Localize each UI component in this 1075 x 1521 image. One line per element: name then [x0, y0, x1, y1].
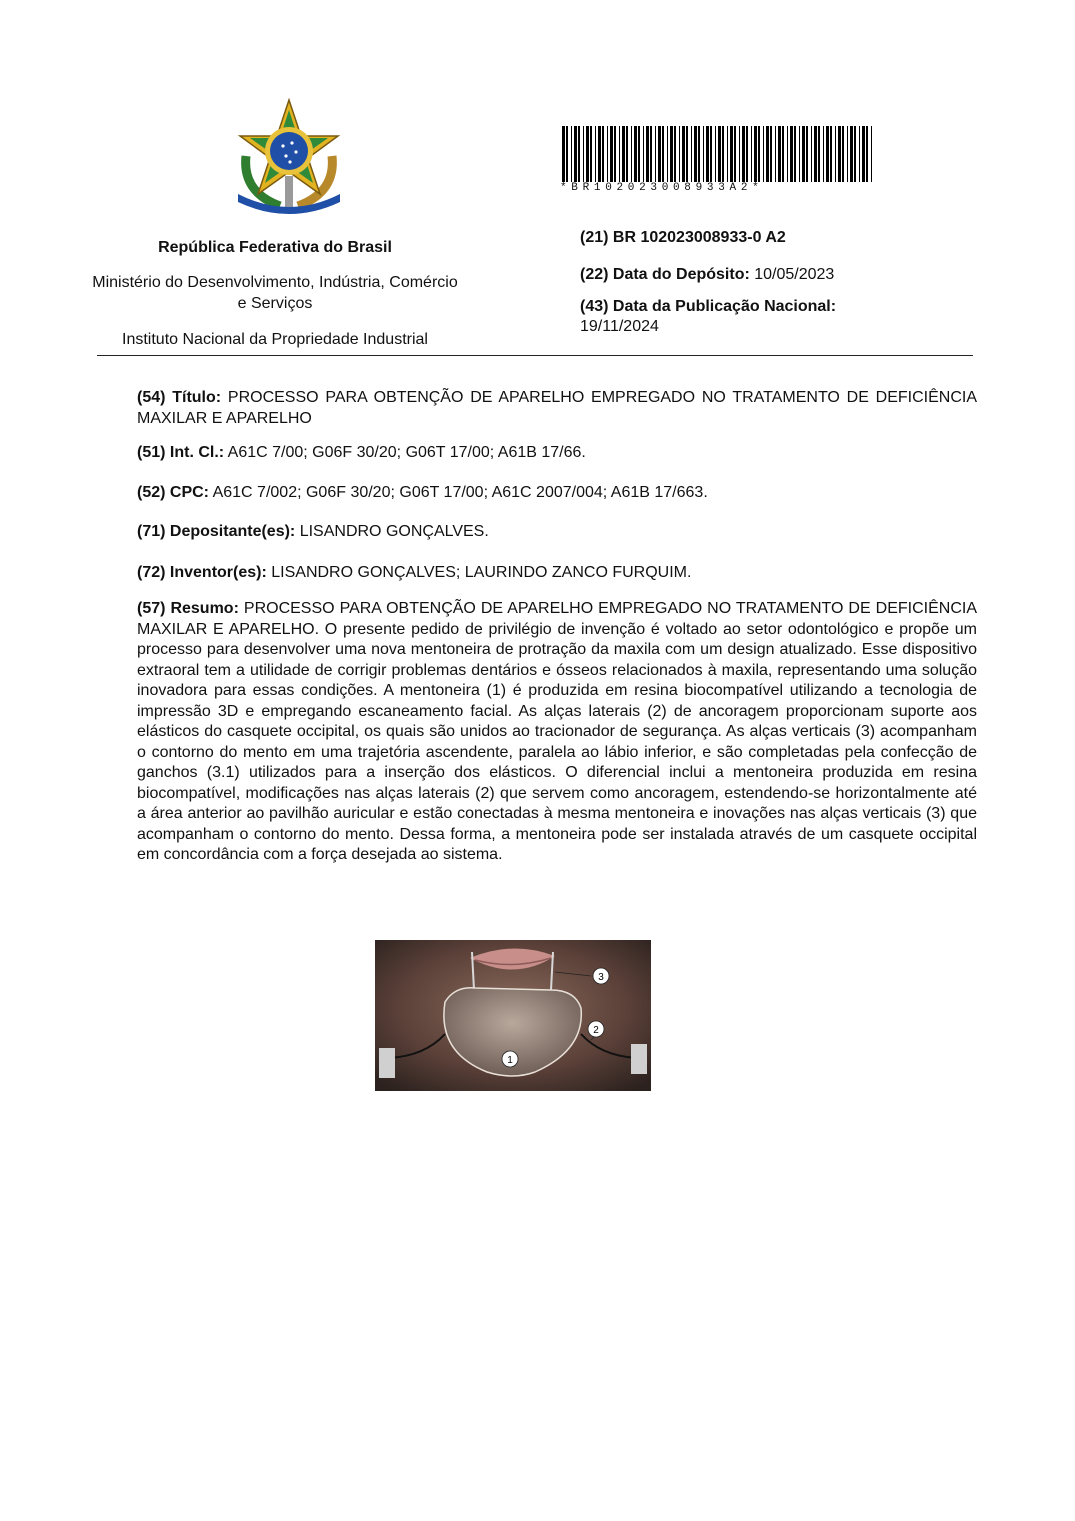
int-cl-label: (51) Int. Cl.:: [137, 444, 225, 461]
filing-date-value: 10/05/2023: [754, 266, 835, 283]
filing-date-label: (22) Data do Depósito:: [580, 266, 750, 283]
title-field: [137, 388, 977, 429]
application-number: (21) BR 102023008933-0 A2: [580, 229, 786, 246]
title-value: PROCESSO PARA OBTENÇÃO DE APARELHO EMPREGADO NO TRATAMENTO DE DEFICIÊNCIA MAXILAR E APARELHO: [137, 389, 978, 427]
int-cl-field: [137, 443, 977, 464]
republic-name: República Federativa do Brasil: [158, 239, 392, 256]
marker-2: 2: [593, 1025, 599, 1036]
cpc-value: A61C 7/002; G06F 30/20; G06T 17/00; A61C 2007/004; A61B 17/663.: [212, 484, 708, 501]
inventor-field: [137, 563, 977, 584]
publication-date: [580, 297, 970, 337]
header-divider: [97, 355, 973, 356]
barcode-text: *BR102023008933A2*: [560, 182, 764, 194]
abstract-label: (57) Resumo:: [137, 600, 239, 617]
abstract-value: PROCESSO PARA OBTENÇÃO DE APARELHO EMPREGADO NO TRATAMENTO DE DEFICIÊNCIA MAXILAR E APARELHO. O presente pedido de privilégio de invenção é voltado ao setor odontológico e propõe um processo para desenvolver uma nova mentoneira de protração da maxila com um design atualizado. Esse dispositivo extraoral tem a utilidade de corrigir problemas dentários e ósseos relacionados à maxila, representando uma solução inovadora para essas condições. A mentoneira (1) é produzida em resina biocompatível utilizando a tecnologia de impressão 3D e empregando escaneamento facial. As alças laterais (2) de ancoragem proporcionam suporte aos elásticos do casquete occipital, os quais são unidos ao tracionador de segurança. As alças verticais (3) acompanham o contorno do mento em uma trajetória ascendente, paralela ao lábio inferior, e são completadas pela confecção de ganchos (3.1) utilizados para a inserção dos elásticos. O diferencial inclui a mentoneira produzida em resina biocompatível, modificações nas alças laterais (2) que servem como ancoragem, estendendo-se horizontalmente até a área anterior ao pavilhão auricular e estão conectadas à mesma mentoneira e inovações nas alças verticais (3) que acompanham o contorno do mento. Dessa forma, a mentoneira pode ser instalada através de um casquete occipital em concordância com a força desejada ao sistema.: [137, 600, 977, 863]
cpc-field: [137, 483, 977, 504]
abstract-field: [137, 599, 977, 866]
device-photo: [375, 940, 651, 1091]
publication-date-value: 19/11/2024: [580, 318, 659, 335]
ministry-name: Ministério do Desenvolvimento, Indústria, Comércio e Serviços: [92, 274, 458, 312]
filing-date: [580, 265, 970, 285]
applicant-label: (71) Depositante(es):: [137, 523, 296, 540]
applicant-field: [137, 522, 977, 543]
inventor-label: (72) Inventor(es):: [137, 564, 267, 581]
marker-3: 3: [598, 972, 604, 983]
applicant-value: LISANDRO GONÇALVES.: [299, 523, 489, 540]
barcode: [560, 126, 876, 184]
publication-date-label: (43) Data da Publicação Nacional:: [580, 298, 837, 315]
brazil-coat-of-arms-icon: [228, 96, 350, 220]
inventor-value: LISANDRO GONÇALVES; LAURINDO ZANCO FURQUIM.: [271, 564, 692, 581]
cpc-label: (52) CPC:: [137, 484, 210, 501]
title-label: (54) Título:: [137, 389, 222, 406]
institute-name: Instituto Nacional da Propriedade Industrial: [122, 331, 428, 348]
marker-1: 1: [507, 1055, 513, 1066]
int-cl-value: A61C 7/00; G06F 30/20; G06T 17/00; A61B 17/66.: [227, 444, 586, 461]
